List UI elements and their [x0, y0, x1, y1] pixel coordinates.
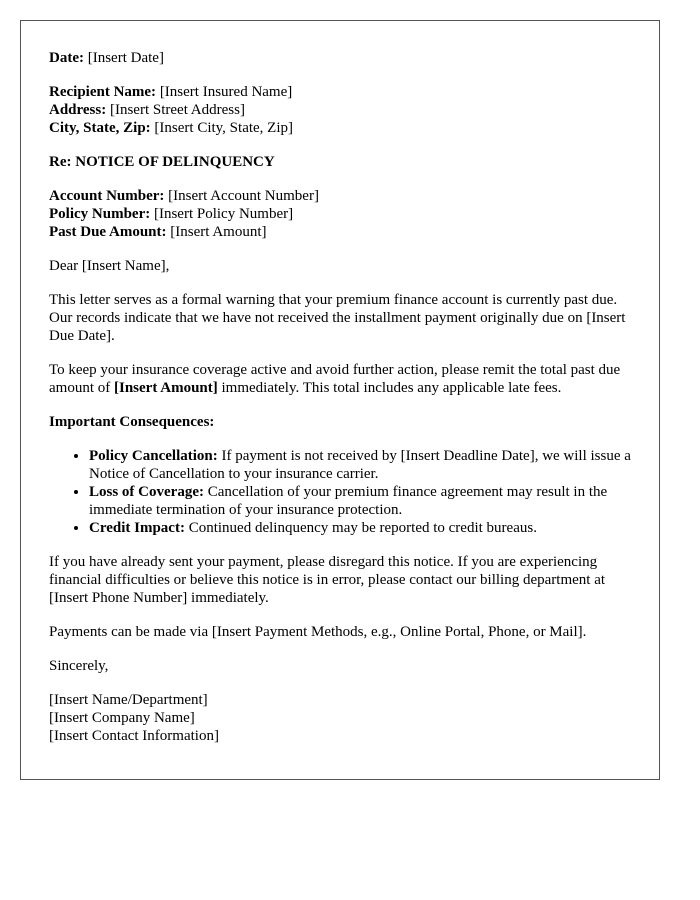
recipient-name-value: [Insert Insured Name] [156, 84, 293, 100]
recipient-block [49, 83, 631, 137]
account-number-line [49, 187, 631, 205]
paragraph-warning: This letter serves as a formal warning that your premium finance account is currently past due. Our records indicate that we have not received the installment payment originally due on [Insert Due Date]. [49, 292, 626, 344]
paragraph-payment-methods: Payments can be made via [Insert Payment Methods, e.g., Online Portal, Phone, or Mail]. [49, 624, 587, 640]
list-item [89, 519, 631, 537]
consequence-label: Loss of Coverage: [89, 484, 204, 500]
city-state-zip-value: [Insert City, State, Zip] [150, 120, 294, 136]
closing: Sincerely, [49, 658, 109, 674]
date-label: Date: [49, 50, 84, 66]
past-due-amount-line [49, 223, 631, 241]
date-value: [Insert Date] [83, 50, 164, 66]
date-block [49, 49, 631, 67]
list-item [89, 483, 631, 519]
policy-number-value: [Insert Policy Number] [150, 206, 294, 222]
signature-name: [Insert Name/Department] [49, 692, 208, 708]
city-state-zip-line [49, 119, 631, 137]
consequences-heading: Important Consequences: [49, 414, 215, 430]
subject-line: Re: NOTICE OF DELINQUENCY [49, 154, 275, 170]
recipient-name-line [49, 83, 631, 101]
date-line [49, 49, 631, 67]
signature-contact: [Insert Contact Information] [49, 728, 219, 744]
consequence-label: Credit Impact: [89, 520, 185, 536]
past-due-amount-value: [Insert Amount] [166, 224, 267, 240]
account-number-label: Account Number: [49, 188, 165, 204]
city-state-zip-label: City, State, Zip: [49, 120, 151, 136]
signature-block [49, 691, 631, 745]
letter-document [20, 20, 660, 780]
past-due-amount-label: Past Due Amount: [49, 224, 167, 240]
account-block [49, 187, 631, 241]
remit-text-after: immediately. This total includes any applicable late fees. [217, 380, 562, 396]
policy-number-line [49, 205, 631, 223]
consequence-text: Continued delinquency may be reported to credit bureaus. [184, 520, 537, 536]
consequence-text: If payment is not received by [Insert Deadline Date], we will issue a Notice of Cancellation to your insurance carrier. [89, 448, 631, 482]
recipient-name-label: Recipient Name: [49, 84, 157, 100]
address-line [49, 101, 631, 119]
policy-number-label: Policy Number: [49, 206, 151, 222]
remit-text-before: To keep your insurance coverage active and avoid further action, please remit the total past due amount of [49, 362, 621, 396]
consequences-list [49, 447, 631, 537]
signature-company: [Insert Company Name] [49, 710, 195, 726]
address-label: Address: [49, 102, 107, 118]
salutation: Dear [Insert Name], [49, 258, 170, 274]
consequence-text: Cancellation of your premium finance agreement may result in the immediate termination of your insurance protection. [89, 484, 608, 518]
list-item [89, 447, 631, 483]
remit-amount: [Insert Amount] [114, 380, 218, 396]
paragraph-remit [49, 361, 631, 397]
consequence-label: Policy Cancellation: [89, 448, 218, 464]
address-value: [Insert Street Address] [106, 102, 245, 118]
paragraph-disregard: If you have already sent your payment, please disregard this notice. If you are experiencing financial difficulties or believe this notice is in error, please contact our billing department at [Insert Phone Number] immediately. [49, 554, 606, 606]
account-number-value: [Insert Account Number] [164, 188, 319, 204]
